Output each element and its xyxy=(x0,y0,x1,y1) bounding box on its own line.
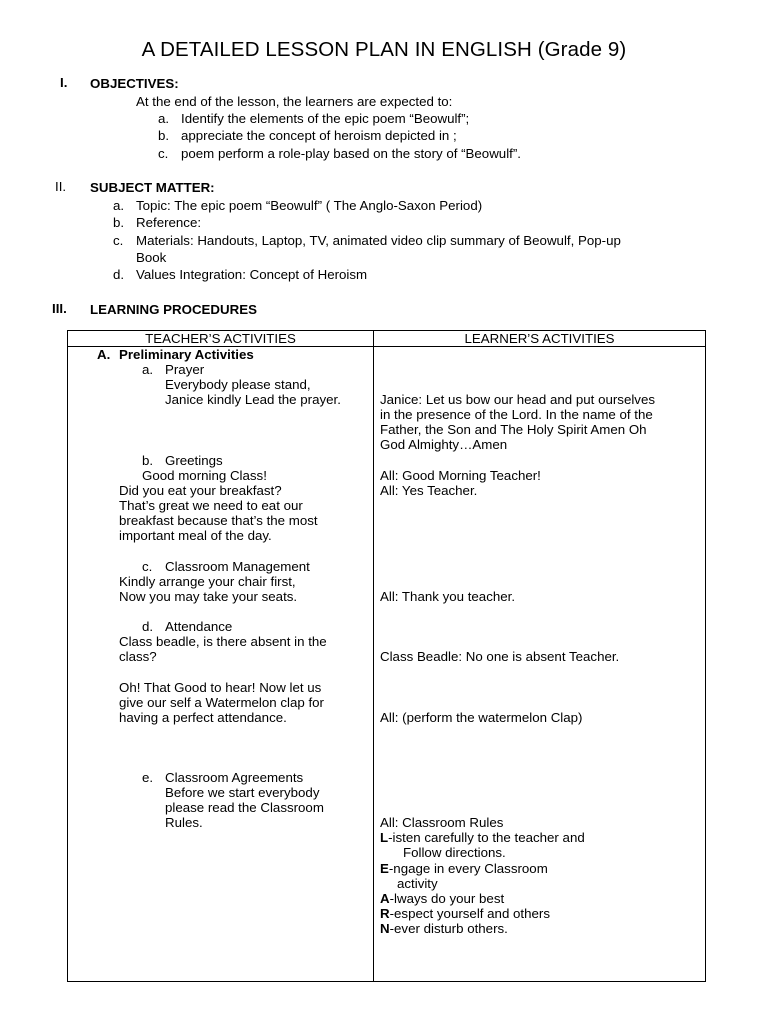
teacher-line: please read the Classroom xyxy=(165,800,324,815)
subject-item: Values Integration: Concept of Heroism xyxy=(136,267,368,282)
table-body-row xyxy=(68,347,706,982)
learner-line: All: Good Morning Teacher! xyxy=(380,468,541,483)
classroom-management-heading: Classroom Management xyxy=(165,559,310,574)
learner-line: Class Beadle: No one is absent Teacher. xyxy=(380,649,620,664)
greetings-letter: b. xyxy=(142,453,154,468)
rule-initial: E xyxy=(380,861,389,876)
rule-continued: activity xyxy=(397,876,438,891)
rules-heading: All: Classroom Rules xyxy=(380,815,504,830)
subject-item: Materials: Handouts, Laptop, TV, animated video clip summary of Beowulf, Pop-up xyxy=(136,233,621,248)
objectives-number: I. xyxy=(60,75,68,90)
part-a-label: A. xyxy=(97,347,111,362)
objective-letter: b. xyxy=(158,128,170,143)
objectives-heading: OBJECTIVES: xyxy=(90,76,179,91)
subject-letter: b. xyxy=(113,215,125,230)
learner-activities-cell xyxy=(374,347,706,982)
rule-text: -lways do your best xyxy=(389,891,505,906)
rule-initial: A xyxy=(380,891,390,906)
learner-column-header: LEARNER’S ACTIVITIES xyxy=(374,331,706,347)
teacher-line: Janice kindly Lead the prayer. xyxy=(165,392,341,407)
teacher-line: That’s great we need to eat our xyxy=(119,498,303,513)
prayer-letter: a. xyxy=(142,362,154,377)
learner-line: Janice: Let us bow our head and put ourselves xyxy=(380,392,655,407)
subject-item-continued: Book xyxy=(136,250,167,265)
teacher-line: Before we start everybody xyxy=(165,785,320,800)
attendance-heading: Attendance xyxy=(165,619,233,634)
rule-item xyxy=(380,861,548,876)
learner-line: All: (perform the watermelon Clap) xyxy=(380,710,583,725)
procedures-number: III. xyxy=(52,301,67,316)
learner-line: Father, the Son and The Holy Spirit Amen Oh xyxy=(380,422,647,437)
teacher-line: Rules. xyxy=(165,815,203,830)
objective-letter: a. xyxy=(158,111,170,126)
teacher-line: Good morning Class! xyxy=(142,468,267,483)
subject-matter-number: II. xyxy=(55,179,67,194)
teacher-line: Did you eat your breakfast? xyxy=(119,483,282,498)
teacher-line: class? xyxy=(119,649,157,664)
rule-initial: L xyxy=(380,830,389,845)
prayer-heading: Prayer xyxy=(165,362,205,377)
learner-line: All: Thank you teacher. xyxy=(380,589,516,604)
agreements-letter: e. xyxy=(142,770,154,785)
greetings-heading: Greetings xyxy=(165,453,223,468)
teacher-line: Kindly arrange your chair first, xyxy=(119,574,296,589)
subject-letter: a. xyxy=(113,198,125,213)
teacher-line: having a perfect attendance. xyxy=(119,710,287,725)
learner-line: All: Yes Teacher. xyxy=(380,483,478,498)
objective-letter: c. xyxy=(158,146,169,161)
rule-continued: Follow directions. xyxy=(403,845,506,860)
teacher-line: Now you may take your seats. xyxy=(119,589,298,604)
rule-text: -isten carefully to the teacher and xyxy=(388,830,585,845)
agreements-heading: Classroom Agreements xyxy=(165,770,304,785)
classroom-management-letter: c. xyxy=(142,559,153,574)
attendance-letter: d. xyxy=(142,619,154,634)
rule-item xyxy=(380,921,508,936)
subject-letter: c. xyxy=(113,233,124,248)
rule-item xyxy=(380,891,504,906)
teacher-line: Class beadle, is there absent in the xyxy=(119,634,327,649)
document-title: A DETAILED LESSON PLAN IN ENGLISH (Grade 9) xyxy=(141,38,627,61)
objectives-intro: At the end of the lesson, the learners are expected to: xyxy=(136,94,453,109)
rule-text: -ever disturb others. xyxy=(389,921,508,936)
subject-item: Topic: The epic poem “Beowulf” ( The Anglo-Saxon Period) xyxy=(136,198,483,213)
rule-text: -ngage in every Classroom xyxy=(388,861,548,876)
rule-initial: R xyxy=(380,906,390,921)
teacher-line: Oh! That Good to hear! Now let us xyxy=(119,680,322,695)
teacher-column-header: TEACHER’S ACTIVITIES xyxy=(68,331,374,347)
part-a-title: Preliminary Activities xyxy=(119,347,254,362)
learner-line: in the presence of the Lord. In the name of the xyxy=(380,407,653,422)
subject-matter-heading: SUBJECT MATTER: xyxy=(90,180,215,195)
subject-item: Reference: xyxy=(136,215,202,230)
objective-item: appreciate the concept of heroism depicted in ; xyxy=(181,128,457,143)
teacher-activities-cell xyxy=(68,347,374,982)
teacher-line: Everybody please stand, xyxy=(165,377,311,392)
activities-table xyxy=(67,330,706,982)
learner-line: God Almighty…Amen xyxy=(380,437,508,452)
rule-item xyxy=(380,830,585,845)
teacher-line: breakfast because that’s the most xyxy=(119,513,318,528)
procedures-heading: LEARNING PROCEDURES xyxy=(90,302,257,317)
teacher-line: give our self a Watermelon clap for xyxy=(119,695,324,710)
table-header-row xyxy=(68,331,706,347)
rule-initial: N xyxy=(380,921,390,936)
rule-item xyxy=(380,906,550,921)
subject-letter: d. xyxy=(113,267,125,282)
teacher-line: important meal of the day. xyxy=(119,528,272,543)
objective-item: Identify the elements of the epic poem “Beowulf”; xyxy=(181,111,470,126)
rule-text: -espect yourself and others xyxy=(389,906,550,921)
objective-item: poem perform a role-play based on the story of “Beowulf”. xyxy=(181,146,521,161)
